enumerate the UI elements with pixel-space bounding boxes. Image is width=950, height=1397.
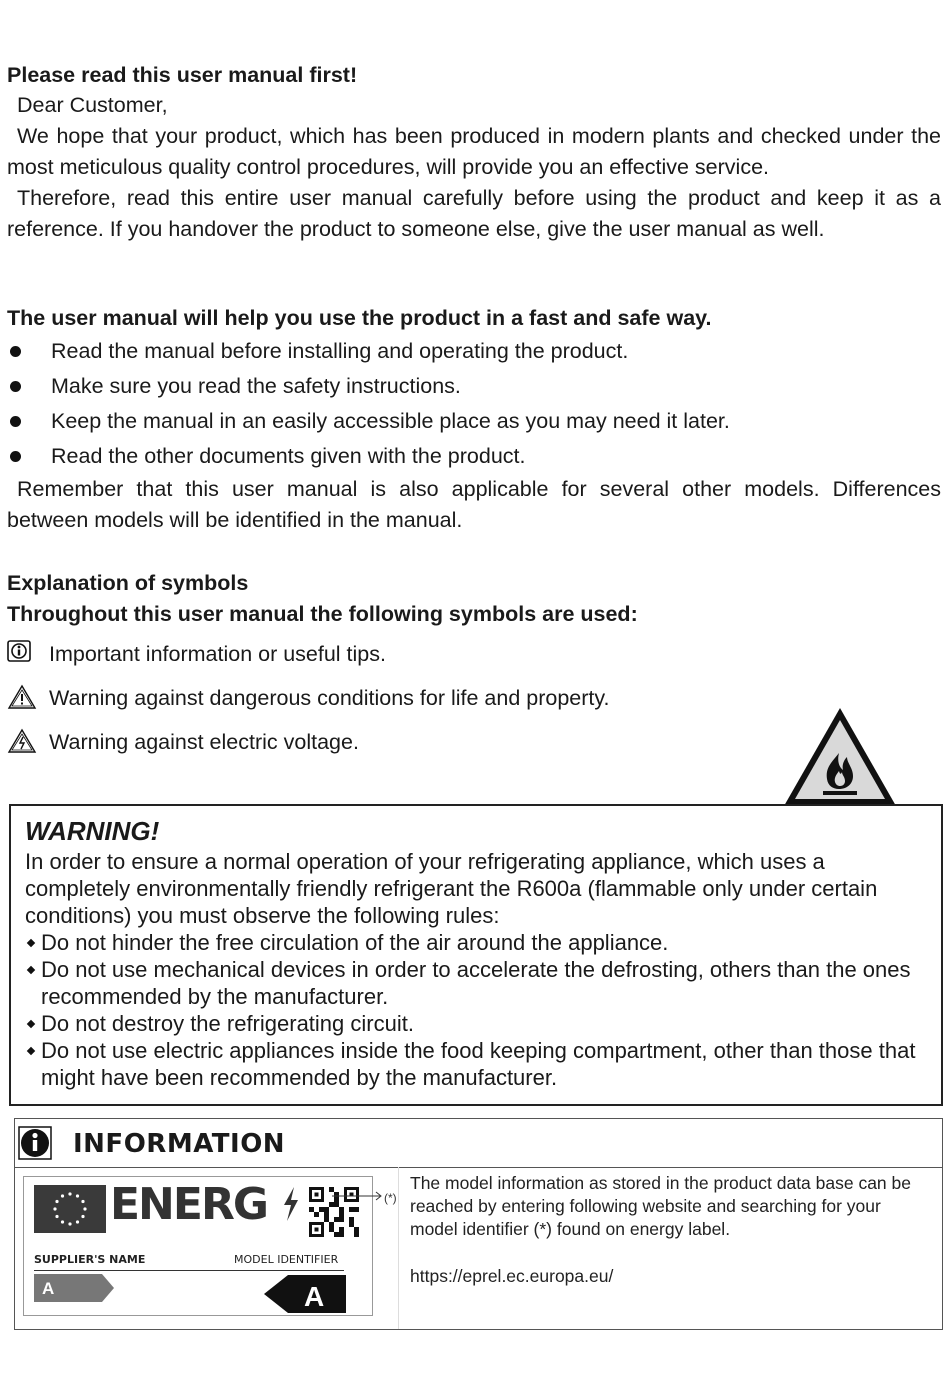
eu-star [55,1200,58,1203]
model-identifier-label: MODEL IDENTIFIER [234,1253,339,1266]
energy-class-right: A [304,1281,325,1312]
flammable-warning-sign-icon [781,705,899,809]
warning-box [9,804,943,1106]
symbols-subtitle: Throughout this user manual the following symbols are used: [7,602,638,626]
help-bullet: Make sure you read the safety instructions. [7,369,941,404]
warning-rule: Do not use mechanical devices in order to accelerate the defrosting, others than the ones recommended by the manufacturer. [25,956,927,1010]
greeting: Dear Customer, [17,93,168,117]
supplier-name-label: SUPPLIER'S NAME [34,1253,146,1266]
symbol-row-info: Important information or useful tips. [7,632,941,676]
eu-star [76,1194,79,1197]
eu-star [83,1207,86,1210]
warning-intro: In order to ensure a normal operation of your refrigerating appliance, which uses a completely environmentally friendly refrigerant the R600a (flammable only under certain conditions) you must observe the following rules: [25,849,878,928]
eu-star [68,1222,71,1225]
intro-title: Please read this user manual first! [7,63,358,87]
energy-label-illustration [23,1176,373,1316]
information-box [14,1118,943,1330]
eu-star [76,1220,79,1223]
information-text: The model information as stored in the product data base can be reached by entering following website and searching for your model identifier (*) found on energy label. [410,1173,911,1239]
energy-word: ENERG [110,1179,300,1230]
eu-star [55,1215,58,1218]
asterisk-note: (*) [384,1191,397,1205]
eu-star [53,1207,56,1210]
warning-title: WARNING! [25,816,160,846]
bullet-dot-icon [10,416,21,427]
eu-star [61,1220,64,1223]
energy-class-left: A [42,1279,55,1298]
bullet-dot-icon [10,381,21,392]
symbol-row-electric: Warning against electric voltage. [7,720,941,764]
label-divider [34,1270,344,1271]
intro-paragraph-1: We hope that your product, which has been produced in modern plants and checked under the most meticulous quality control procedures, will provide you an effective service. [7,124,941,179]
help-bullet: Keep the manual in an easily accessible place as you may need it later. [7,404,941,439]
bullet-dot-icon [10,451,21,462]
help-title: The user manual will help you use the product in a fast and safe way. [7,306,712,330]
energy-class-arrow-right [264,1275,346,1313]
warning-rules-list [25,929,927,1091]
diamond-bullet-icon [27,939,35,947]
eu-star [61,1194,64,1197]
symbol-row-warning: Warning against dangerous conditions for life and property. [7,676,941,720]
diamond-bullet-icon [27,1020,35,1028]
information-title: INFORMATION [73,1129,286,1159]
information-divider [398,1167,399,1329]
diamond-bullet-icon [27,1047,35,1055]
info-circle-icon [18,1126,52,1160]
bullet-dot-icon [10,346,21,357]
intro-body [7,90,941,245]
lightning-bolt-icon [282,1187,300,1221]
info-icon [7,640,31,662]
eu-star [68,1192,71,1195]
warning-rule: Do not use electric appliances inside the food keeping compartment, other than those that might have been recommended by the manufacturer. [25,1037,927,1091]
eu-star [81,1200,84,1203]
warning-triangle-icon [7,684,37,710]
warning-rule: Do not hinder the free circulation of the air around the appliance. [25,929,927,956]
help-bullet: Read the manual before installing and operating the product. [7,334,941,369]
help-section [7,303,941,536]
help-bullet: Read the other documents given with the product. [7,439,941,474]
eu-flag-icon [34,1185,106,1233]
models-note: Remember that this user manual is also applicable for several other models. Differences between models will be identified in the manual. [7,477,941,532]
eu-star [81,1215,84,1218]
help-bullet-list [7,334,941,474]
diamond-bullet-icon [27,966,35,974]
eu-stars-icon [34,1185,106,1233]
pointer-arrow-icon [332,1190,386,1202]
energy-class-arrow-left [34,1274,116,1302]
eprel-link[interactable]: https://eprel.ec.europa.eu/ [410,1266,614,1286]
symbols-title: Explanation of symbols [7,571,249,595]
information-header [15,1119,942,1168]
electric-warning-icon [7,728,37,754]
warning-rule: Do not destroy the refrigerating circuit. [25,1010,927,1037]
intro-paragraph-2: Therefore, read this entire user manual carefully before using the product and keep it as a reference. If you handover the product to someone else, give the user manual as well. [7,186,941,241]
